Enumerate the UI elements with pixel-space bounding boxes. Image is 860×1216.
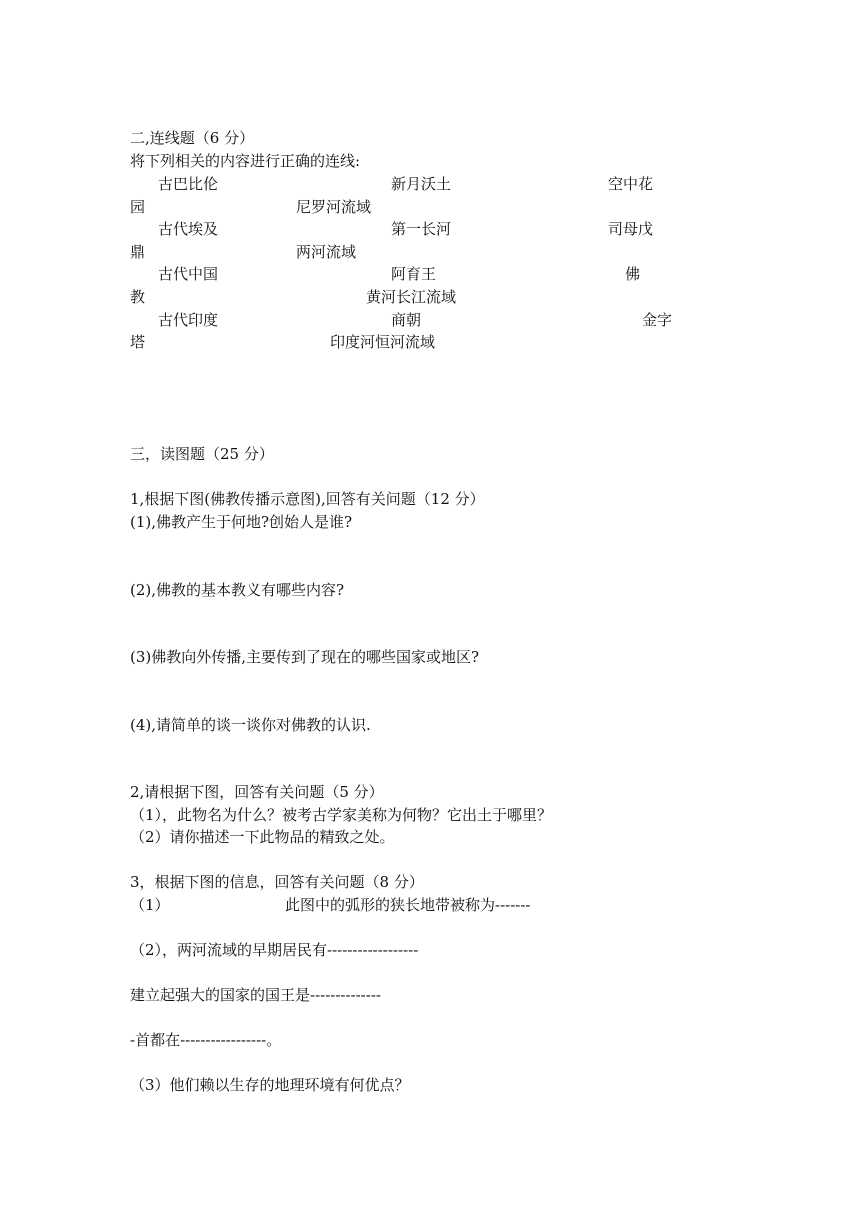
matching-item: 新月沃土 (391, 175, 452, 193)
sub-question: (1),佛教产生于何地?创始人是谁? (130, 513, 353, 531)
matching-item: 古代印度 (158, 311, 219, 329)
sub-question: (2),佛教的基本教义有哪些内容? (130, 581, 345, 599)
matching-item: 印度河恒河流域 (330, 333, 436, 351)
matching-item: 塔 (130, 333, 146, 351)
sub-question: (4),请简单的谈一谈你对佛教的认识. (130, 716, 371, 734)
matching-item: 商朝 (391, 311, 422, 329)
sub-question-label: （1） (130, 896, 170, 914)
matching-item: 园 (130, 198, 146, 216)
question-title: 2,请根据下图，回答有关问题（5 分） (130, 783, 384, 801)
matching-item: 第一长河 (391, 220, 452, 238)
matching-item: 黄河长江流域 (366, 288, 457, 306)
sub-question: （1），此物名为什么？被考古学家美称为何物？它出土于哪里？ (130, 806, 553, 824)
answer-line: -首都在-----------------。 (130, 1031, 282, 1049)
matching-item: 金字 (642, 311, 673, 329)
matching-item: 鼎 (130, 243, 146, 261)
matching-item: 古代中国 (158, 265, 219, 283)
question-title: 3，根据下图的信息，回答有关问题（8 分） (130, 873, 424, 891)
matching-item: 空中花 (608, 175, 654, 193)
matching-item: 司母戊 (608, 220, 654, 238)
sub-question: （2）请你描述一下此物品的精致之处。 (130, 828, 395, 846)
matching-item: 教 (130, 288, 146, 306)
answer-line: 建立起强大的国家的国王是-------------- (130, 986, 381, 1004)
matching-item: 古代埃及 (158, 220, 219, 238)
sub-question: (3)佛教向外传播,主要传到了现在的哪些国家或地区? (130, 648, 480, 666)
matching-item: 古巴比伦 (158, 175, 219, 193)
sub-question: （2），两河流域的早期居民有------------------ (130, 941, 419, 959)
matching-item: 阿育王 (391, 265, 437, 283)
sub-question: 此图中的弧形的狭长地带被称为------- (285, 896, 531, 914)
section-heading-matching: 二,连线题（6 分） (130, 129, 255, 147)
matching-item: 尼罗河流域 (296, 198, 372, 216)
matching-instruction: 将下列相关的内容进行正确的连线: (130, 152, 361, 170)
question-title: 1,根据下图(佛教传播示意图),回答有关问题（12 分） (130, 490, 485, 508)
section-heading-map-reading: 三，读图题（25 分） (130, 445, 274, 463)
sub-question: （3）他们赖以生存的地理环境有何优点？ (130, 1076, 410, 1094)
matching-item: 佛 (625, 265, 641, 283)
matching-item: 两河流域 (296, 243, 357, 261)
